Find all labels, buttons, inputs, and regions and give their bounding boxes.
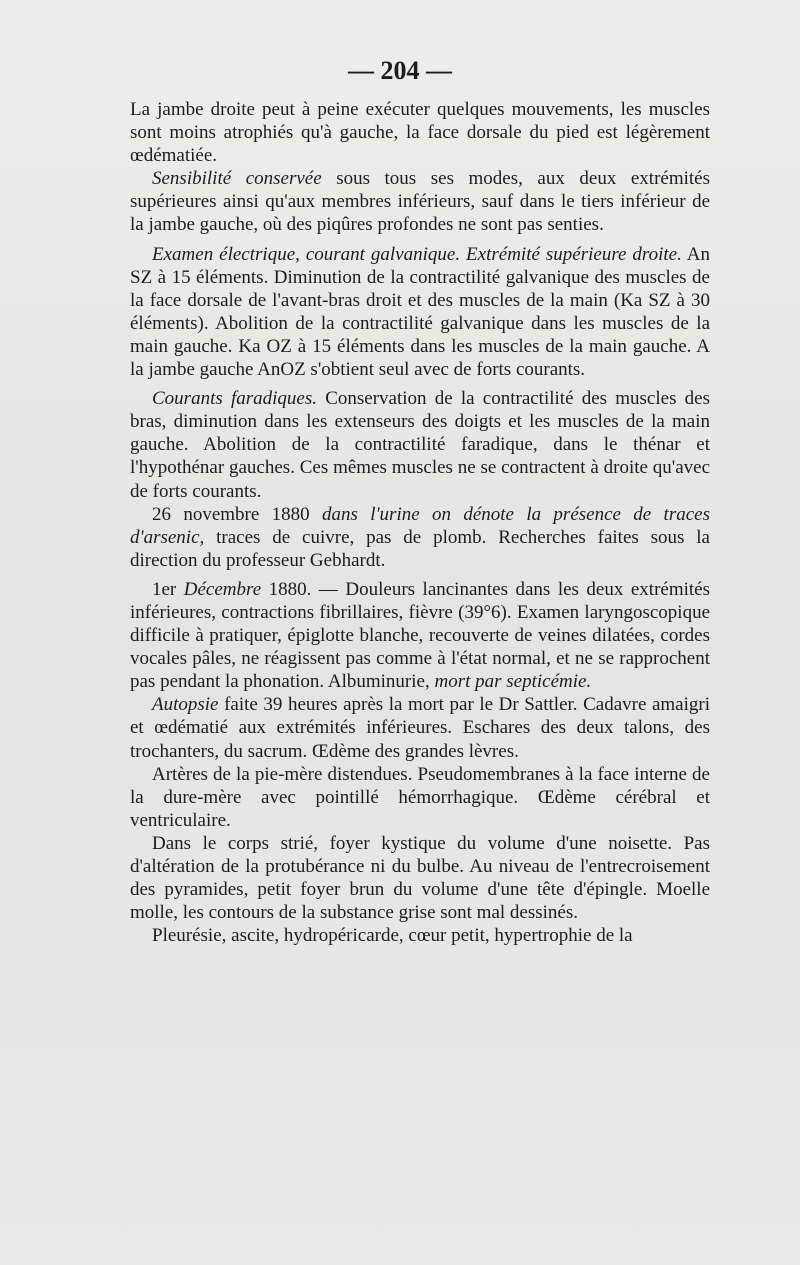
text-segment: traces de cuivre, pas de plomb. Recherches faites sous la direction du professeur Gebhardt. bbox=[130, 526, 710, 571]
text-segment: An SZ à 15 éléments. Diminution de la contractilité galvanique des muscles de la face dorsale de l'avant-bras droit et des muscles de la main (Ka SZ à 30 éléments). Abolition de la contractilité galvanique dans les muscles de la main gauche. Ka OZ à 15 éléments dans les muscles de la main gauche. A la jambe gauche AnOZ s'obtient seul avec de forts courants. bbox=[130, 243, 710, 381]
text-segment: La jambe droite peut à peine exécuter quelques mouvements, les muscles sont moins atrophiés qu'à gauche, la face dorsale du pied est légèrement œdématiée. bbox=[130, 99, 710, 167]
paragraph bbox=[130, 578, 710, 693]
text-segment-italic: dans l'urine on dénote la présence de traces d'arsenic, bbox=[130, 503, 710, 548]
text-segment-italic: Sensibilité conservée bbox=[152, 168, 322, 190]
paragraph bbox=[130, 243, 710, 382]
page-number: — 204 — bbox=[348, 56, 452, 85]
text-segment: 26 novembre 1880 bbox=[152, 503, 322, 525]
paragraph bbox=[130, 832, 710, 924]
text-segment: faite 39 heures après la mort par le Dr Sattler. Cadavre amaigri et œdématié aux extrémités inférieures. Eschares des deux talons, des trochanters, du sacrum. Œdème des grandes lèvres. bbox=[130, 694, 710, 762]
text-segment: 1880. — Douleurs lancinantes dans les deux extrémités inférieures, contractions fibrillaires, fièvre (39°6). Examen laryngoscopique difficile à pratiquer, épiglotte blanche, recouverte de veines dilatées, cordes vocales pâles, ne réagissent pas comme à l'état normal, et ne se rapprochent pas pendant la phonation. Albuminurie, bbox=[130, 578, 710, 693]
paragraph bbox=[130, 503, 710, 572]
paragraph bbox=[130, 98, 710, 167]
text-segment-italic: Autopsie bbox=[152, 694, 219, 716]
text-segment: Dans le corps strié, foyer kystique du volume d'une noisette. Pas d'altération de la protubérance ni du bulbe. Au niveau de l'entrecroisement des pyramides, petit foyer brun du volume d'une tête d'épingle. Moelle molle, les contours de la substance grise sont mal dessinés. bbox=[130, 832, 710, 924]
text-segment: 1er bbox=[152, 578, 184, 600]
text-segment-italic: Examen électrique, courant galvanique. Extrémité supérieure droite. bbox=[152, 243, 682, 265]
text-segment-italic: Décembre bbox=[183, 578, 262, 600]
text-segment: sous tous ses modes, aux deux extrémités supérieures ainsi qu'aux membres inférieurs, sauf dans le tiers inférieur de la jambe gauche, où des piqûres profondes ne sont pas senties. bbox=[130, 168, 710, 236]
paragraph bbox=[130, 924, 710, 947]
paragraph bbox=[130, 167, 710, 236]
text-segment: Conservation de la contractilité des muscles des bras, diminution dans les extenseurs des doigts et les muscles de la main gauche. Abolition de la contractilité faradique, dans le thénar et l'hypothénar gauches. Ces mêmes muscles ne se contractent à droite qu'avec de forts courants. bbox=[130, 388, 710, 502]
paragraph bbox=[130, 693, 710, 762]
text-segment-italic: mort par septicémie. bbox=[434, 671, 592, 693]
text-segment-italic: Courants faradiques. bbox=[152, 388, 317, 410]
text-segment: Artères de la pie-mère distendues. Pseudomembranes à la face interne de la dure-mère avec pointillé hémorrhagique. Œdème cérébral et ventriculaire. bbox=[130, 763, 710, 831]
body-text bbox=[130, 98, 710, 947]
paragraph bbox=[130, 763, 710, 832]
text-segment: Pleurésie, ascite, hydropéricarde, cœur petit, hypertrophie de la bbox=[152, 925, 633, 947]
paragraph bbox=[130, 387, 710, 502]
